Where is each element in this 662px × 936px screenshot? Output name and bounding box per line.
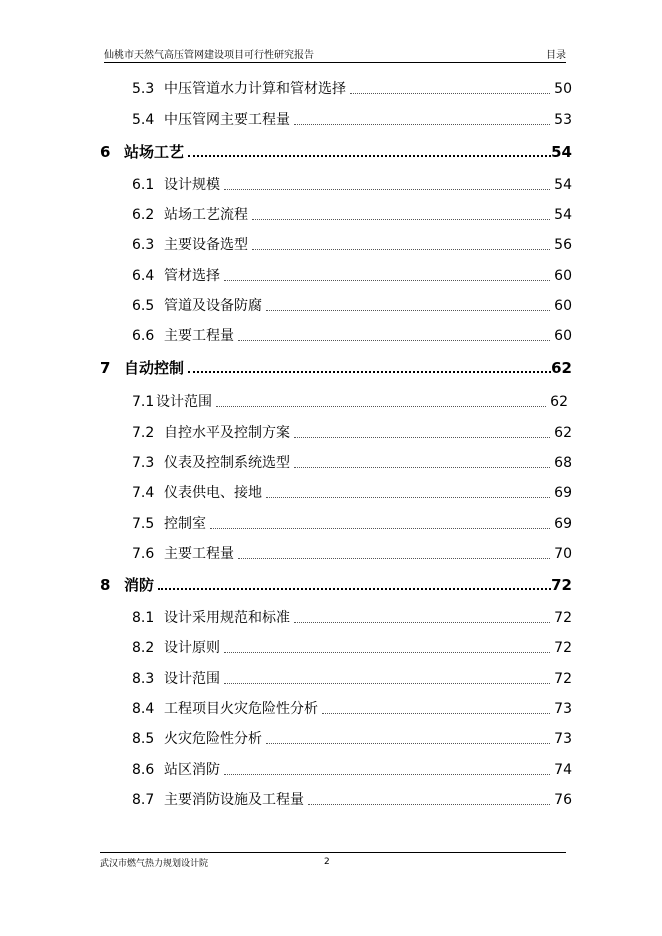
- toc-number: 6.4: [132, 268, 155, 284]
- toc-number: 6: [100, 143, 111, 161]
- toc-entry-8-5[interactable]: [132, 724, 572, 748]
- toc-leader: [224, 683, 550, 684]
- toc-leader: [210, 528, 550, 529]
- toc-number: 7.1: [132, 394, 155, 410]
- toc-page: 69: [554, 485, 572, 501]
- toc-leader: [224, 774, 550, 775]
- toc-leader: [238, 340, 550, 341]
- toc-title: 站场工艺: [124, 143, 185, 161]
- toc-leader: [252, 219, 550, 220]
- toc-page: 54: [551, 143, 572, 161]
- toc-title: 仪表及控制系统选型: [164, 455, 290, 471]
- toc-title: 主要设备选型: [164, 237, 248, 253]
- toc-entry-6-4[interactable]: [132, 261, 572, 285]
- toc-leader: [308, 804, 550, 805]
- toc-leader: [188, 155, 551, 157]
- toc-title: 火灾危险性分析: [164, 731, 262, 747]
- toc-number: 8: [100, 576, 111, 594]
- toc-entry-8-4[interactable]: [132, 694, 572, 718]
- toc-title: 自动控制: [124, 359, 185, 377]
- toc-page: 62: [551, 359, 572, 377]
- toc-entry-6-5[interactable]: [132, 291, 572, 315]
- toc-number: 6.3: [132, 237, 155, 253]
- toc-leader: [216, 406, 546, 407]
- toc-number: 7.5: [132, 516, 155, 532]
- toc-entry-7-4[interactable]: [132, 478, 572, 502]
- toc-page: 56: [554, 237, 572, 253]
- toc-entry-8-3[interactable]: [132, 664, 572, 688]
- toc-entry-5-3[interactable]: [132, 74, 572, 98]
- toc-chapter-7[interactable]: [100, 353, 572, 377]
- toc-title: 自控水平及控制方案: [164, 425, 290, 441]
- toc-title: 站场工艺流程: [164, 207, 248, 223]
- toc-number: 7.3: [132, 455, 155, 471]
- toc-page: 73: [554, 731, 572, 747]
- toc-entry-7-6[interactable]: [132, 539, 572, 563]
- toc-entry-8-2[interactable]: [132, 633, 572, 657]
- toc-number: 8.5: [132, 731, 155, 747]
- toc-title: 主要工程量: [164, 328, 234, 344]
- toc-page: 69: [554, 516, 572, 532]
- toc-title: 管道及设备防腐: [164, 298, 262, 314]
- toc-entry-8-7[interactable]: [132, 785, 572, 809]
- toc-number: 7.6: [132, 546, 155, 562]
- toc-number: 8.2: [132, 640, 155, 656]
- toc-entry-7-2[interactable]: [132, 418, 572, 442]
- toc-page: 72: [554, 640, 572, 656]
- toc-title: 设计原则: [164, 640, 220, 656]
- toc-page: 50: [554, 81, 572, 97]
- toc-leader: [224, 280, 550, 281]
- toc-number: 8.1: [132, 610, 155, 626]
- toc-title: 设计范围: [156, 394, 212, 410]
- toc-page: 60: [554, 328, 572, 344]
- toc-leader: [294, 467, 550, 468]
- toc-title: 控制室: [164, 516, 206, 532]
- document-title: 仙桃市天然气高压管网建设项目可行性研究报告: [104, 50, 314, 61]
- toc-page: 70: [554, 546, 572, 562]
- toc-page: 62: [550, 394, 568, 410]
- toc-title: 仪表供电、接地: [164, 485, 262, 501]
- toc-title: 消防: [124, 576, 155, 594]
- toc-entry-6-1[interactable]: [132, 170, 572, 194]
- toc-leader: [224, 189, 550, 190]
- toc-page: 74: [554, 762, 572, 778]
- toc-title: 站区消防: [164, 762, 220, 778]
- toc-page: 54: [554, 207, 572, 223]
- toc-title: 设计采用规范和标准: [164, 610, 290, 626]
- toc-number: 6.1: [132, 177, 155, 193]
- toc-leader: [322, 713, 550, 714]
- toc-number: 7.4: [132, 485, 155, 501]
- toc-number: 7: [100, 359, 111, 377]
- organization-name: 武汉市燃气热力规划设计院: [100, 859, 209, 869]
- toc-number: 6.2: [132, 207, 155, 223]
- toc-title: 主要消防设施及工程量: [164, 792, 304, 808]
- toc-leader: [350, 93, 550, 94]
- toc-page: 72: [551, 576, 572, 594]
- toc-number: 5.3: [132, 81, 155, 97]
- toc-leader: [266, 743, 550, 744]
- toc-page: 73: [554, 701, 572, 717]
- toc-entry-7-5[interactable]: [132, 509, 572, 533]
- toc-number: 8.4: [132, 701, 155, 717]
- toc-title: 中压管道水力计算和管材选择: [164, 81, 346, 97]
- toc-leader: [294, 622, 550, 623]
- toc-leader: [294, 437, 550, 438]
- toc-number: 8.3: [132, 671, 155, 687]
- toc-entry-8-6[interactable]: [132, 755, 572, 779]
- toc-title: 工程项目火灾危险性分析: [164, 701, 318, 717]
- toc-number: 7.2: [132, 425, 155, 441]
- toc-entry-7-1[interactable]: [132, 387, 568, 411]
- toc-title: 管材选择: [164, 268, 220, 284]
- toc-page: 53: [554, 112, 572, 128]
- toc-leader: [224, 652, 550, 653]
- toc-leader: [252, 249, 550, 250]
- toc-entry-6-3[interactable]: [132, 230, 572, 254]
- toc-entry-6-6[interactable]: [132, 321, 572, 345]
- toc-entry-7-3[interactable]: [132, 448, 572, 472]
- toc-number: 6.6: [132, 328, 155, 344]
- toc-leader: [188, 371, 551, 373]
- toc-number: 8.7: [132, 792, 155, 808]
- toc-leader: [294, 124, 550, 125]
- toc-page: 68: [554, 455, 572, 471]
- toc-title: 主要工程量: [164, 546, 234, 562]
- toc-number: 8.6: [132, 762, 155, 778]
- toc-page: 72: [554, 671, 572, 687]
- toc-entry-6-2[interactable]: [132, 200, 572, 224]
- toc-page: 60: [554, 268, 572, 284]
- toc-leader: [238, 558, 550, 559]
- toc-page: 60: [554, 298, 572, 314]
- toc-title: 设计范围: [164, 671, 220, 687]
- toc-leader: [158, 588, 551, 590]
- toc-chapter-6[interactable]: [100, 137, 572, 161]
- toc-entry-8-1[interactable]: [132, 603, 572, 627]
- toc-chapter-8[interactable]: [100, 570, 572, 594]
- toc-number: 6.5: [132, 298, 155, 314]
- toc-page: 72: [554, 610, 572, 626]
- toc-leader: [266, 310, 550, 311]
- toc-number: 5.4: [132, 112, 155, 128]
- toc-title: 设计规模: [164, 177, 220, 193]
- toc-entry-5-4[interactable]: [132, 105, 572, 129]
- section-label: 目录: [546, 50, 566, 61]
- toc-page: 76: [554, 792, 572, 808]
- page-footer: [100, 852, 566, 867]
- toc-leader: [266, 497, 550, 498]
- toc-page: 62: [554, 425, 572, 441]
- toc-title: 中压管网主要工程量: [164, 112, 290, 128]
- toc-page: 54: [554, 177, 572, 193]
- page-number: 2: [324, 857, 330, 867]
